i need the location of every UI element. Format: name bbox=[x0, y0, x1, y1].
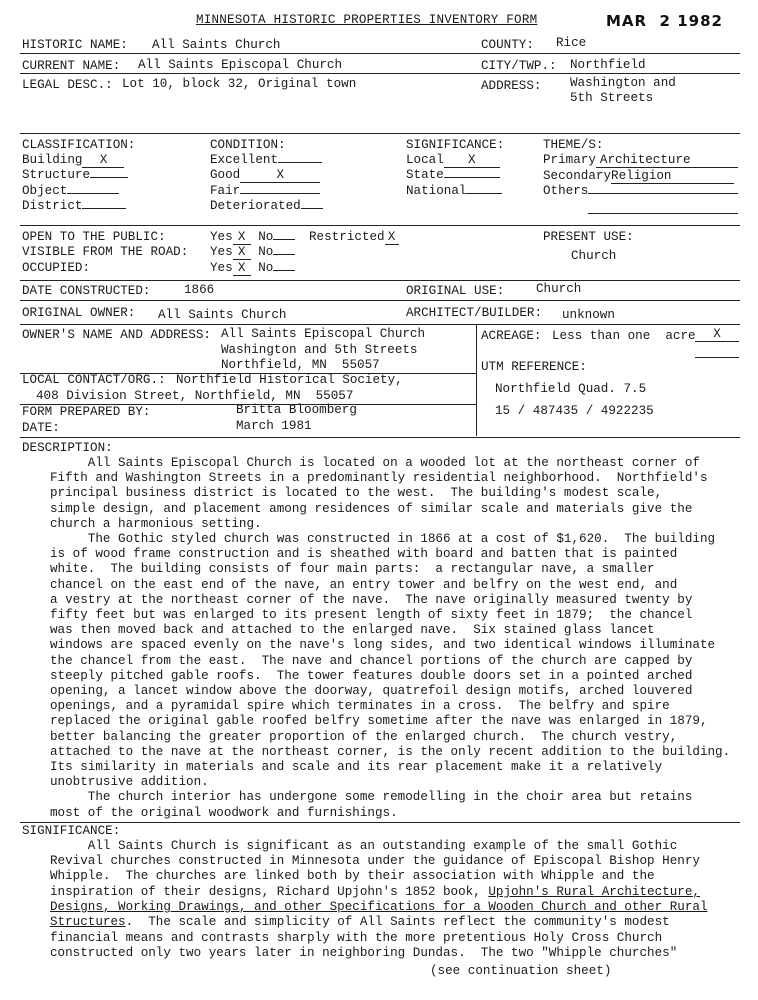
book-title: Upjohn's Rural Architecture, bbox=[488, 885, 700, 899]
continuation-note: (see continuation sheet) bbox=[430, 964, 612, 978]
building-mark: X bbox=[82, 154, 124, 168]
prepared-by-label: FORM PREPARED BY: bbox=[22, 405, 151, 419]
text-line: replaced the original gable roofed belfry sometime after the nave was enlarged in 1879, bbox=[50, 714, 708, 729]
text-line: better balancing the greater proportion of the enlarged church. The church vestry, bbox=[50, 729, 678, 744]
local-contact-line-1: Northfield Historical Society, bbox=[176, 373, 403, 387]
text-line: steeply pitched gable roofs. The tower features double doors set in a pointed arched bbox=[50, 668, 693, 683]
rule-line bbox=[695, 357, 739, 358]
description-label: DESCRIPTION: bbox=[22, 441, 113, 455]
acreage-value: Less than one acre bbox=[552, 329, 696, 343]
date-constructed-value: 1866 bbox=[184, 283, 215, 297]
visible-from-road-label: VISIBLE FROM THE ROAD: bbox=[22, 245, 189, 259]
text-line: the chancel from the east. The nave and chancel portions of the church are capped by bbox=[50, 653, 693, 668]
classification-district: District bbox=[22, 199, 126, 214]
significance-text-cont bbox=[50, 885, 750, 931]
prepared-date-value: March 1981 bbox=[236, 419, 312, 433]
text-line: church a harmonious setting. bbox=[50, 516, 262, 531]
rule-line bbox=[20, 300, 740, 301]
utm-label: UTM REFERENCE: bbox=[481, 360, 587, 374]
significance-line: inspiration of their designs, Richard Upjohn's 1852 book, Upjohn's Rural Architecture, bbox=[50, 885, 700, 899]
present-use-value: Church bbox=[571, 249, 617, 263]
restricted: Restricted X bbox=[309, 230, 399, 245]
visible-yes-no: Yes X No bbox=[210, 245, 295, 260]
legal-desc-label: LEGAL DESC.: bbox=[22, 78, 113, 92]
owner-label: OWNER'S NAME AND ADDRESS: bbox=[22, 328, 211, 342]
text-line: opening, a lancet window above the doorway, quatrefoil design motifs, arched louvered bbox=[50, 684, 693, 699]
text-line: Whipple. The churches are linked both by their association with Whipple and the bbox=[50, 869, 655, 884]
rule-line bbox=[20, 437, 740, 438]
significance-local: Local X bbox=[406, 153, 500, 168]
significance-line: Structures. The scale and simplicity of All Saints reflect the community's modest bbox=[50, 915, 670, 930]
date-received-stamp: MAR 2 1982 bbox=[606, 12, 723, 30]
original-use-label: ORIGINAL USE: bbox=[406, 284, 505, 298]
rule-line bbox=[20, 53, 740, 54]
architect-label: ARCHITECT/BUILDER: bbox=[406, 306, 543, 320]
original-use-value: Church bbox=[536, 282, 582, 296]
date-constructed-label: DATE CONSTRUCTED: bbox=[22, 284, 151, 298]
book-title: Designs, Working Drawings, and other Specifications for a Wooden Church and other Rural bbox=[50, 900, 708, 915]
owner-line-1: All Saints Episcopal Church bbox=[221, 327, 426, 341]
current-name-label: CURRENT NAME: bbox=[22, 59, 121, 73]
address-line-1: Washington and bbox=[570, 76, 676, 90]
text-line: is of wood frame construction and is sheathed with board and batten that is painted bbox=[50, 547, 678, 562]
acreage-label: ACREAGE: bbox=[481, 329, 542, 343]
present-use-label: PRESENT USE: bbox=[543, 230, 634, 244]
legal-desc-value: Lot 10, block 32, Original town bbox=[122, 77, 357, 91]
prepared-date-label: DATE: bbox=[22, 421, 60, 435]
county-value: Rice bbox=[556, 36, 587, 50]
book-title: Structures bbox=[50, 915, 126, 930]
owner-line-2: Washington and 5th Streets bbox=[221, 343, 418, 357]
theme-label: THEME/S: bbox=[543, 138, 604, 152]
text-line: constructed only two years later in neighboring Dundas. The two "Whipple churches" bbox=[50, 946, 678, 961]
text-line: Revival churches constructed in Minnesota under the guidance of Episcopal Bishop Henry bbox=[50, 854, 700, 869]
classification-structure: Structure bbox=[22, 168, 128, 183]
condition-excellent: Excellent bbox=[210, 153, 322, 168]
text-line: was then moved back and attached to the enlarged nave. Six stained glass lancet bbox=[50, 623, 655, 638]
rule-line bbox=[20, 324, 740, 325]
theme-primary: Primary Architecture bbox=[543, 153, 738, 168]
occupied-yes-no: Yes X No bbox=[210, 261, 295, 276]
original-owner-value: All Saints Church bbox=[158, 308, 287, 322]
rule-line bbox=[588, 213, 738, 214]
rule-line bbox=[20, 225, 740, 226]
local-contact-label: LOCAL CONTACT/ORG.: bbox=[22, 373, 166, 387]
local-mark: X bbox=[444, 154, 500, 168]
form-title: MINNESOTA HISTORIC PROPERTIES INVENTORY FORM bbox=[196, 13, 538, 27]
secondary-theme-value: Religion bbox=[611, 170, 734, 184]
local-contact-line-2: 408 Division Street, Northfield, MN 55057 bbox=[36, 389, 354, 403]
classification-label: CLASSIFICATION: bbox=[22, 138, 136, 152]
classification-building: Building X bbox=[22, 153, 124, 168]
significance-text-end bbox=[50, 931, 750, 961]
condition-deteriorated: Deteriorated bbox=[210, 199, 323, 214]
text-line: openings, and a pyramidal spire which terminates in a cross. The belfry and spire bbox=[50, 699, 670, 714]
county-label: COUNTY: bbox=[481, 38, 534, 52]
prepared-by-value: Britta Bloomberg bbox=[236, 403, 357, 417]
text-line: unobtrusive addition. bbox=[50, 775, 209, 790]
open-to-public-label: OPEN TO THE PUBLIC: bbox=[22, 230, 166, 244]
text-line: windows are spaced evenly on the nave's long sides, and two identical windows illuminate bbox=[50, 638, 716, 653]
address-label: ADDRESS: bbox=[481, 79, 542, 93]
theme-others: Others bbox=[543, 184, 738, 199]
text-line: most of the original woodwork and furnishings. bbox=[50, 805, 398, 820]
significance-box-label: SIGNIFICANCE: bbox=[406, 138, 505, 152]
text-line: The Gothic styled church was constructed in 1866 at a cost of $1,620. The building bbox=[50, 532, 716, 547]
address-line-2: 5th Streets bbox=[570, 91, 654, 105]
city-label: CITY/TWP.: bbox=[481, 59, 557, 73]
text-line: simple design, and placement among residences of similar scale and materials give the bbox=[50, 501, 693, 516]
text-line: fifty feet but was enlarged to its present length of sixty feet in 1879; the chancel bbox=[50, 608, 693, 623]
text-line: chancel on the east end of the nave, an entry tower and belfry on the west end, and bbox=[50, 577, 678, 592]
city-value: Northfield bbox=[570, 58, 646, 72]
text-line: All Saints Church is significant as an outstanding example of the small Gothic bbox=[50, 839, 678, 853]
text-line: Its similarity in materials and scale and its rear placement make it a relatively bbox=[50, 760, 663, 775]
architect-value: unknown bbox=[562, 308, 615, 322]
utm-quad: Northfield Quad. 7.5 bbox=[495, 382, 647, 396]
text-line: The church interior has undergone some remodelling in the choir area but retains bbox=[50, 790, 693, 805]
utm-coordinates: 15 / 487435 / 4922235 bbox=[495, 404, 654, 418]
text-line: attached to the nave at the northeast corner, is the only recent addition to the building. bbox=[50, 744, 731, 759]
theme-secondary: SecondaryReligion bbox=[543, 169, 734, 184]
text-line: white. The building consists of four main parts: a rectangular nave, a smaller bbox=[50, 562, 655, 577]
owner-line-3: Northfield, MN 55057 bbox=[221, 358, 380, 372]
occupied-label: OCCUPIED: bbox=[22, 261, 91, 275]
significance-label: SIGNIFICANCE: bbox=[22, 824, 121, 838]
rule-line bbox=[20, 822, 740, 823]
historic-name-value: All Saints Church bbox=[152, 38, 281, 52]
text-line: a vestry at the northeast corner of the nave. The nave originally measured twenty by bbox=[50, 592, 693, 607]
significance-national: National bbox=[406, 184, 502, 199]
text-line: financial means and contrasts sharply with the more pretentious Holy Cross Church bbox=[50, 931, 663, 945]
description-text bbox=[50, 456, 750, 821]
current-name-value: All Saints Episcopal Church bbox=[138, 58, 343, 72]
condition-good: Good X bbox=[210, 168, 320, 183]
condition-fair: Fair bbox=[210, 184, 320, 199]
text-line: principal business district is located to the west. The building's modest scale, bbox=[50, 486, 663, 501]
historic-name-label: HISTORIC NAME: bbox=[22, 38, 128, 52]
rule-line bbox=[20, 133, 740, 134]
significance-state: State bbox=[406, 168, 500, 183]
box-divider bbox=[476, 324, 477, 436]
text-line: All Saints Episcopal Church is located on a wooded lot at the northeast corner of bbox=[50, 456, 700, 470]
primary-theme-value: Architecture bbox=[596, 154, 738, 168]
rule-line bbox=[20, 280, 740, 281]
open-yes-no: Yes X No bbox=[210, 230, 295, 245]
classification-object: Object bbox=[22, 184, 119, 199]
original-owner-label: ORIGINAL OWNER: bbox=[22, 306, 136, 320]
rule-line bbox=[20, 73, 740, 74]
acreage-mark: X bbox=[695, 327, 739, 342]
significance-text bbox=[50, 839, 750, 885]
condition-label: CONDITION: bbox=[210, 138, 286, 152]
text-line: Fifth and Washington Streets in a predominantly residential neighborhood. Northfield's bbox=[50, 471, 708, 486]
good-mark: X bbox=[240, 169, 320, 183]
